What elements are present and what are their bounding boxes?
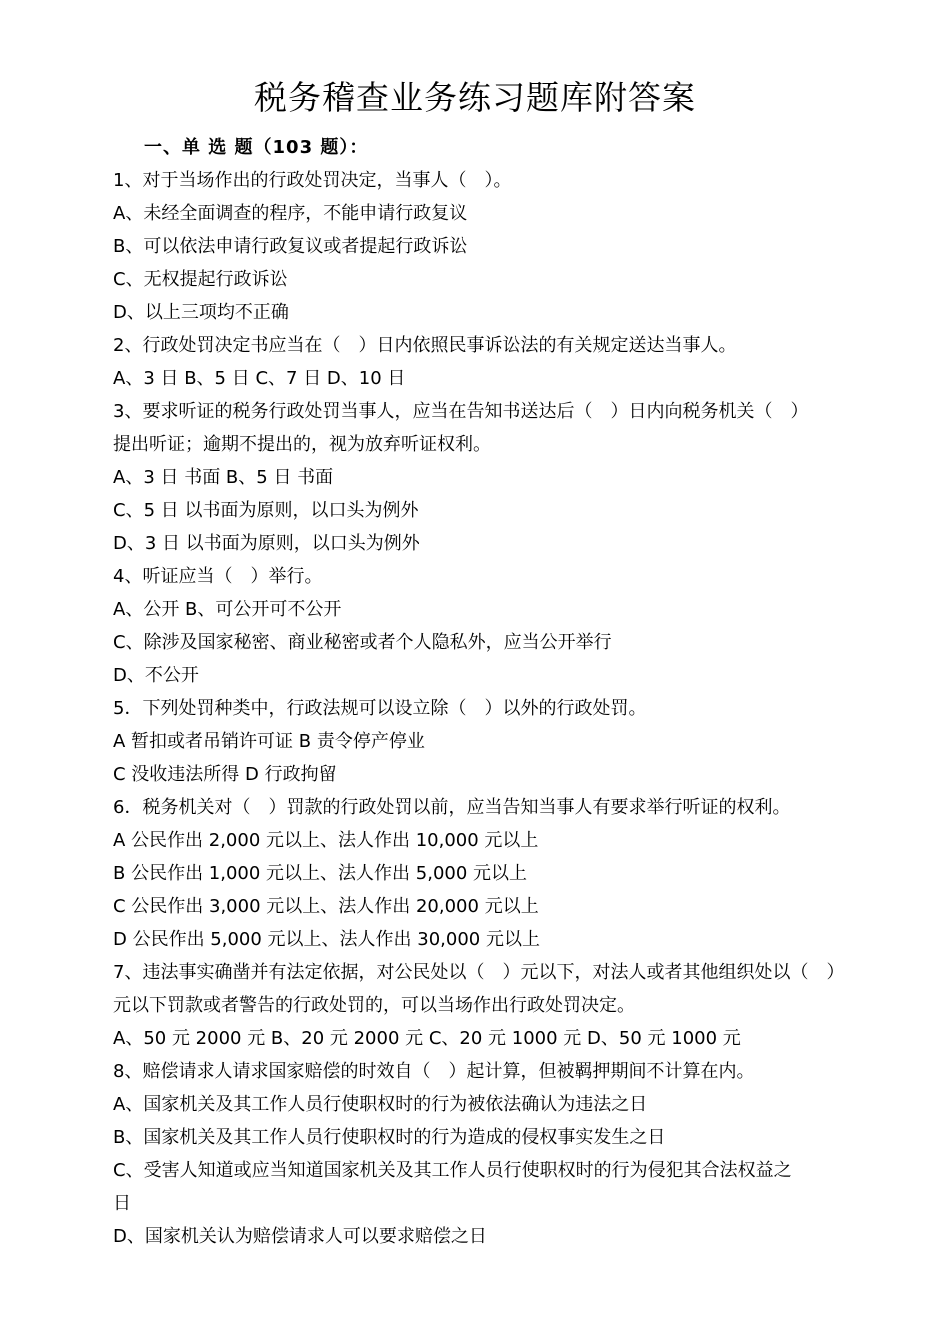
text-line: 7、违法事实确凿并有法定依据，对公民处以（ ）元以下，对法人或者其他组织处以（ ）: [113, 962, 845, 983]
text-line: B、国家机关及其工作人员行使职权时的行为造成的侵权事实发生之日: [113, 1127, 666, 1148]
text-line: A、未经全面调查的程序，不能申请行政复议: [113, 203, 468, 224]
text-line: 8、赔偿请求人请求国家赔偿的时效自（ ）起计算，但被羁押期间不计算在内。: [113, 1061, 755, 1082]
text-line: D、以上三项均不正确: [113, 302, 289, 323]
text-line: A、3 日 书面 B、5 日 书面: [113, 467, 334, 488]
text-line: 3、要求听证的税务行政处罚当事人，应当在告知书送达后（ ）日内向税务机关（ ）: [113, 401, 809, 422]
text-line: 元以下罚款或者警告的行政处罚的，可以当场作出行政处罚决定。: [113, 995, 635, 1016]
text-line: 4、听证应当（ ）举行。: [113, 566, 323, 587]
text-line: 日: [113, 1193, 131, 1214]
text-line: A、公开 B、可公开可不公开: [113, 599, 342, 620]
text-line: D、不公开: [113, 665, 199, 686]
text-line: 2、行政处罚决定书应当在（ ）日内依照民事诉讼法的有关规定送达当事人。: [113, 335, 737, 356]
text-line: C 公民作出 3,000 元以上、法人作出 20,000 元以上: [113, 896, 539, 917]
text-line: C、无权提起行政诉讼: [113, 269, 288, 290]
text-line: A、国家机关及其工作人员行使职权时的行为被依法确认为违法之日: [113, 1094, 648, 1115]
document-title: 税务稽查业务练习题库附答案: [254, 78, 696, 117]
text-line: D、3 日 以书面为原则，以口头为例外: [113, 533, 420, 554]
section-heading: 一、单 选 题（103 题）：: [144, 137, 369, 158]
text-line: A 公民作出 2,000 元以上、法人作出 10,000 元以上: [113, 830, 539, 851]
text-line: D、国家机关认为赔偿请求人可以要求赔偿之日: [113, 1226, 487, 1247]
text-line: C 没收违法所得 D 行政拘留: [113, 764, 337, 785]
text-line: B 公民作出 1,000 元以上、法人作出 5,000 元以上: [113, 863, 528, 884]
text-line: 1、对于当场作出的行政处罚决定，当事人（ ）。: [113, 170, 512, 191]
text-line: 6．税务机关对（ ）罚款的行政处罚以前，应当告知当事人有要求举行听证的权利。: [113, 797, 791, 818]
text-line: D 公民作出 5,000 元以上、法人作出 30,000 元以上: [113, 929, 540, 950]
text-line: A、3 日 B、5 日 C、7 日 D、10 日: [113, 368, 406, 389]
text-line: A 暂扣或者吊销许可证 B 责令停产停业: [113, 731, 425, 752]
text-line: 5．下列处罚种类中，行政法规可以设立除（ ）以外的行政处罚。: [113, 698, 647, 719]
text-line: C、受害人知道或应当知道国家机关及其工作人员行使职权时的行为侵犯其合法权益之: [113, 1160, 792, 1181]
text-line: C、除涉及国家秘密、商业秘密或者个人隐私外，应当公开举行: [113, 632, 612, 653]
text-line: A、50 元 2000 元 B、20 元 2000 元 C、20 元 1000 元 D、50 元 1000 元: [113, 1028, 741, 1049]
text-line: B、可以依法申请行政复议或者提起行政诉讼: [113, 236, 468, 257]
question-text-lines: [113, 164, 853, 1253]
text-line: C、5 日 以书面为原则，以口头为例外: [113, 500, 419, 521]
text-line: 提出听证；逾期不提出的，视为放弃听证权利。: [113, 434, 491, 455]
